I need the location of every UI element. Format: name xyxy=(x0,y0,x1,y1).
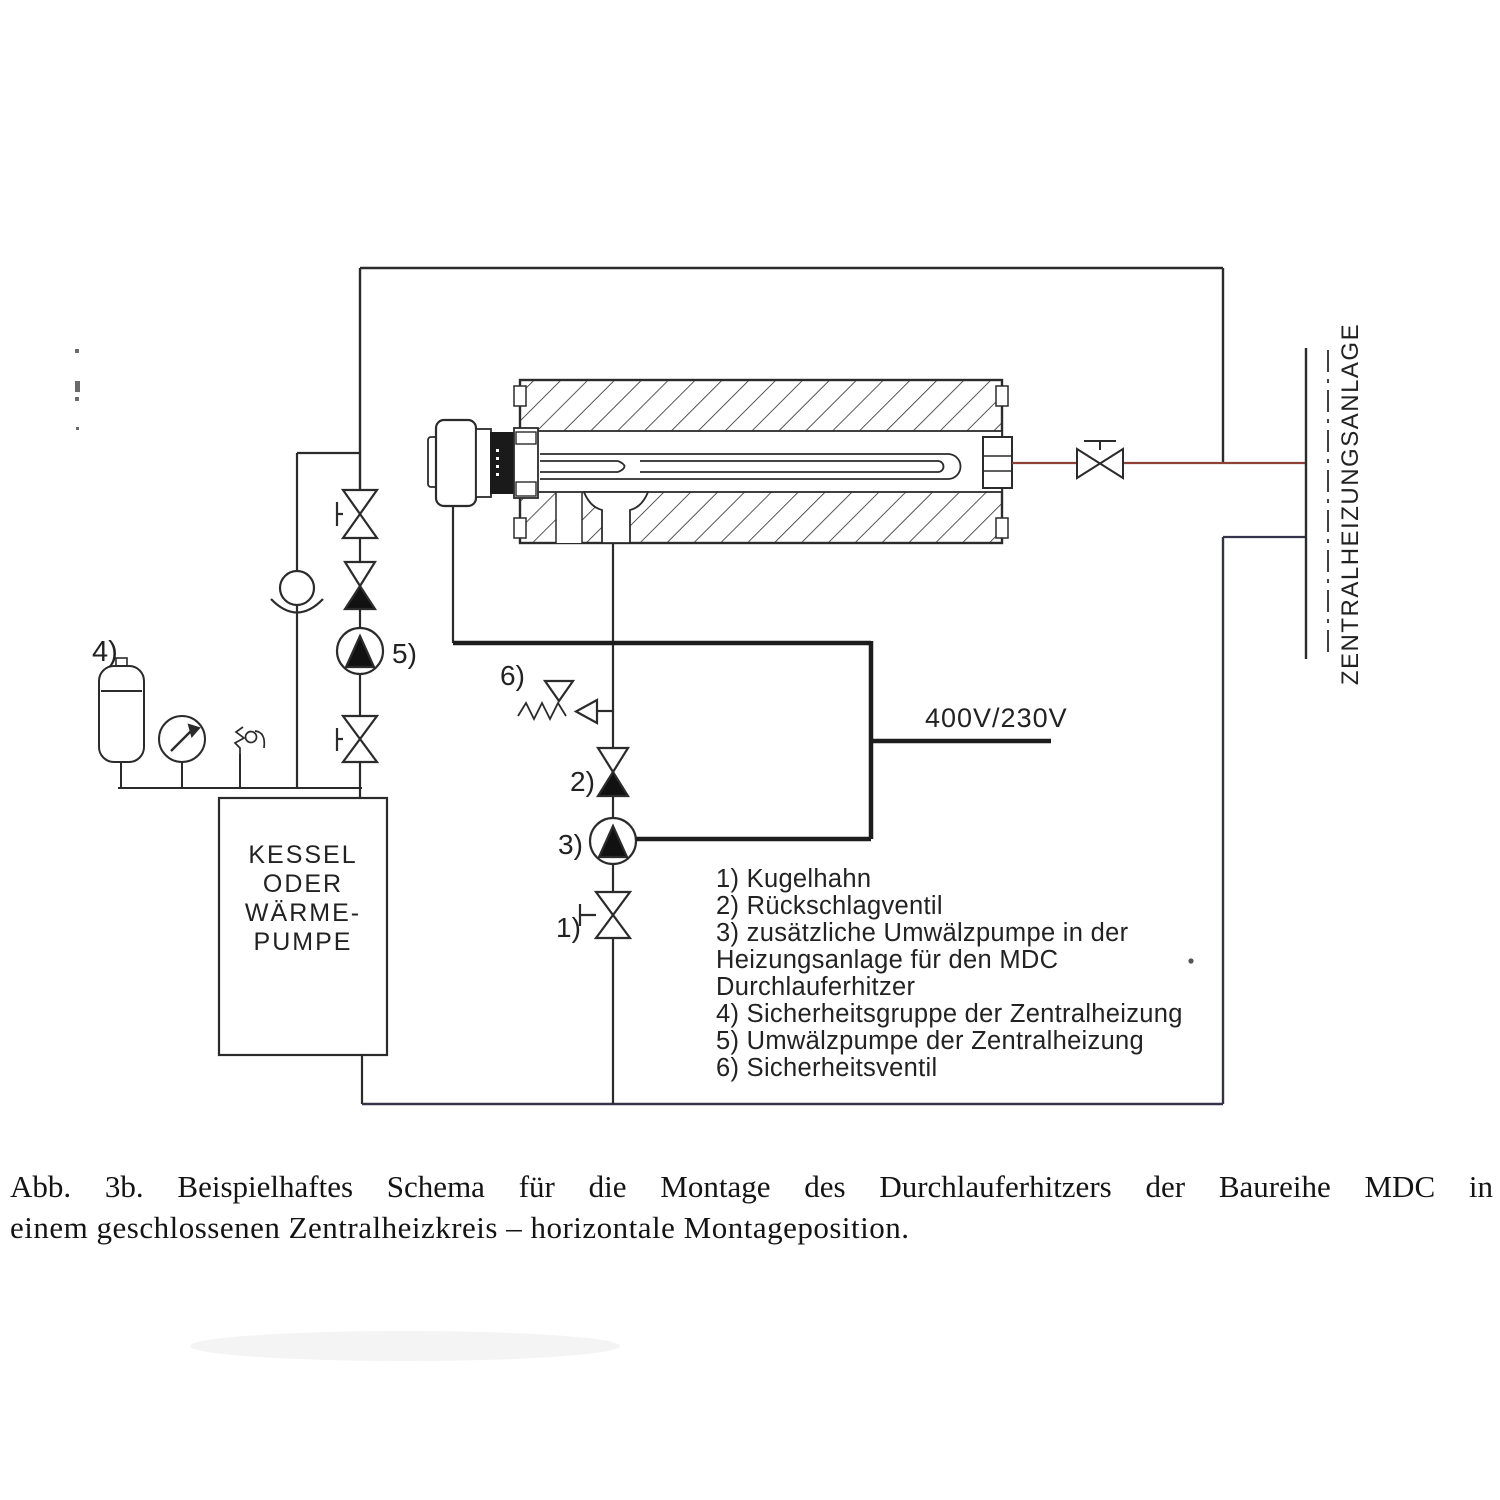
legend-line: Heizungsanlage für den MDC xyxy=(716,946,1059,974)
electric-head-seal xyxy=(490,432,514,494)
legend-line: 5) Umwälzpumpe der Zentralheizung xyxy=(716,1027,1145,1055)
marker-3: 3) xyxy=(558,829,583,860)
marker-1: 1) xyxy=(556,912,581,943)
caption-line-2: einem geschlossenen Zentralheizkreis – horizontale Montageposition. xyxy=(10,1210,910,1245)
heater-electric-head xyxy=(428,420,538,506)
legend-line: 4) Sicherheitsgruppe der Zentralheizung xyxy=(716,1000,1183,1028)
svg-text:PUMPE: PUMPE xyxy=(253,928,353,956)
pump-5-circulation xyxy=(337,628,383,674)
legend-line: Durchlauferhitzer xyxy=(716,973,916,1001)
figure-caption xyxy=(10,1166,1493,1248)
heater-outlet-fitting xyxy=(983,437,1012,488)
svg-text:KESSEL: KESSEL xyxy=(248,841,358,869)
marker-6: 6) xyxy=(500,660,525,691)
vent-funnel-icon xyxy=(280,571,314,605)
svg-text:WÄRME-: WÄRME- xyxy=(244,899,362,927)
flow-heater-unit xyxy=(428,380,1012,543)
svg-text:ODER: ODER xyxy=(262,870,344,898)
marker-4: 4) xyxy=(92,636,118,668)
caption-line-1: Abb. 3b. Beispielhaftes Schema für die Montage des Durchlauferhitzers der Baureihe MDC in xyxy=(10,1169,1493,1204)
power-label: 400V/230V xyxy=(925,703,1068,733)
legend-line: 2) Rückschlagventil xyxy=(716,892,943,920)
marker-5: 5) xyxy=(392,638,417,669)
legend-line: 6) Sicherheitsventil xyxy=(716,1054,938,1082)
marker-2: 2) xyxy=(570,766,595,797)
boiler-label xyxy=(245,841,361,956)
central-heating-label: ZENTRALHEIZUNGSANLAGE xyxy=(1337,322,1364,686)
pump-3 xyxy=(590,818,636,864)
legend-line: 1) Kugelhahn xyxy=(716,865,872,893)
legend-line: 3) zusätzliche Umwälzpumpe in der xyxy=(716,919,1129,947)
scan-smudge xyxy=(190,1331,620,1361)
